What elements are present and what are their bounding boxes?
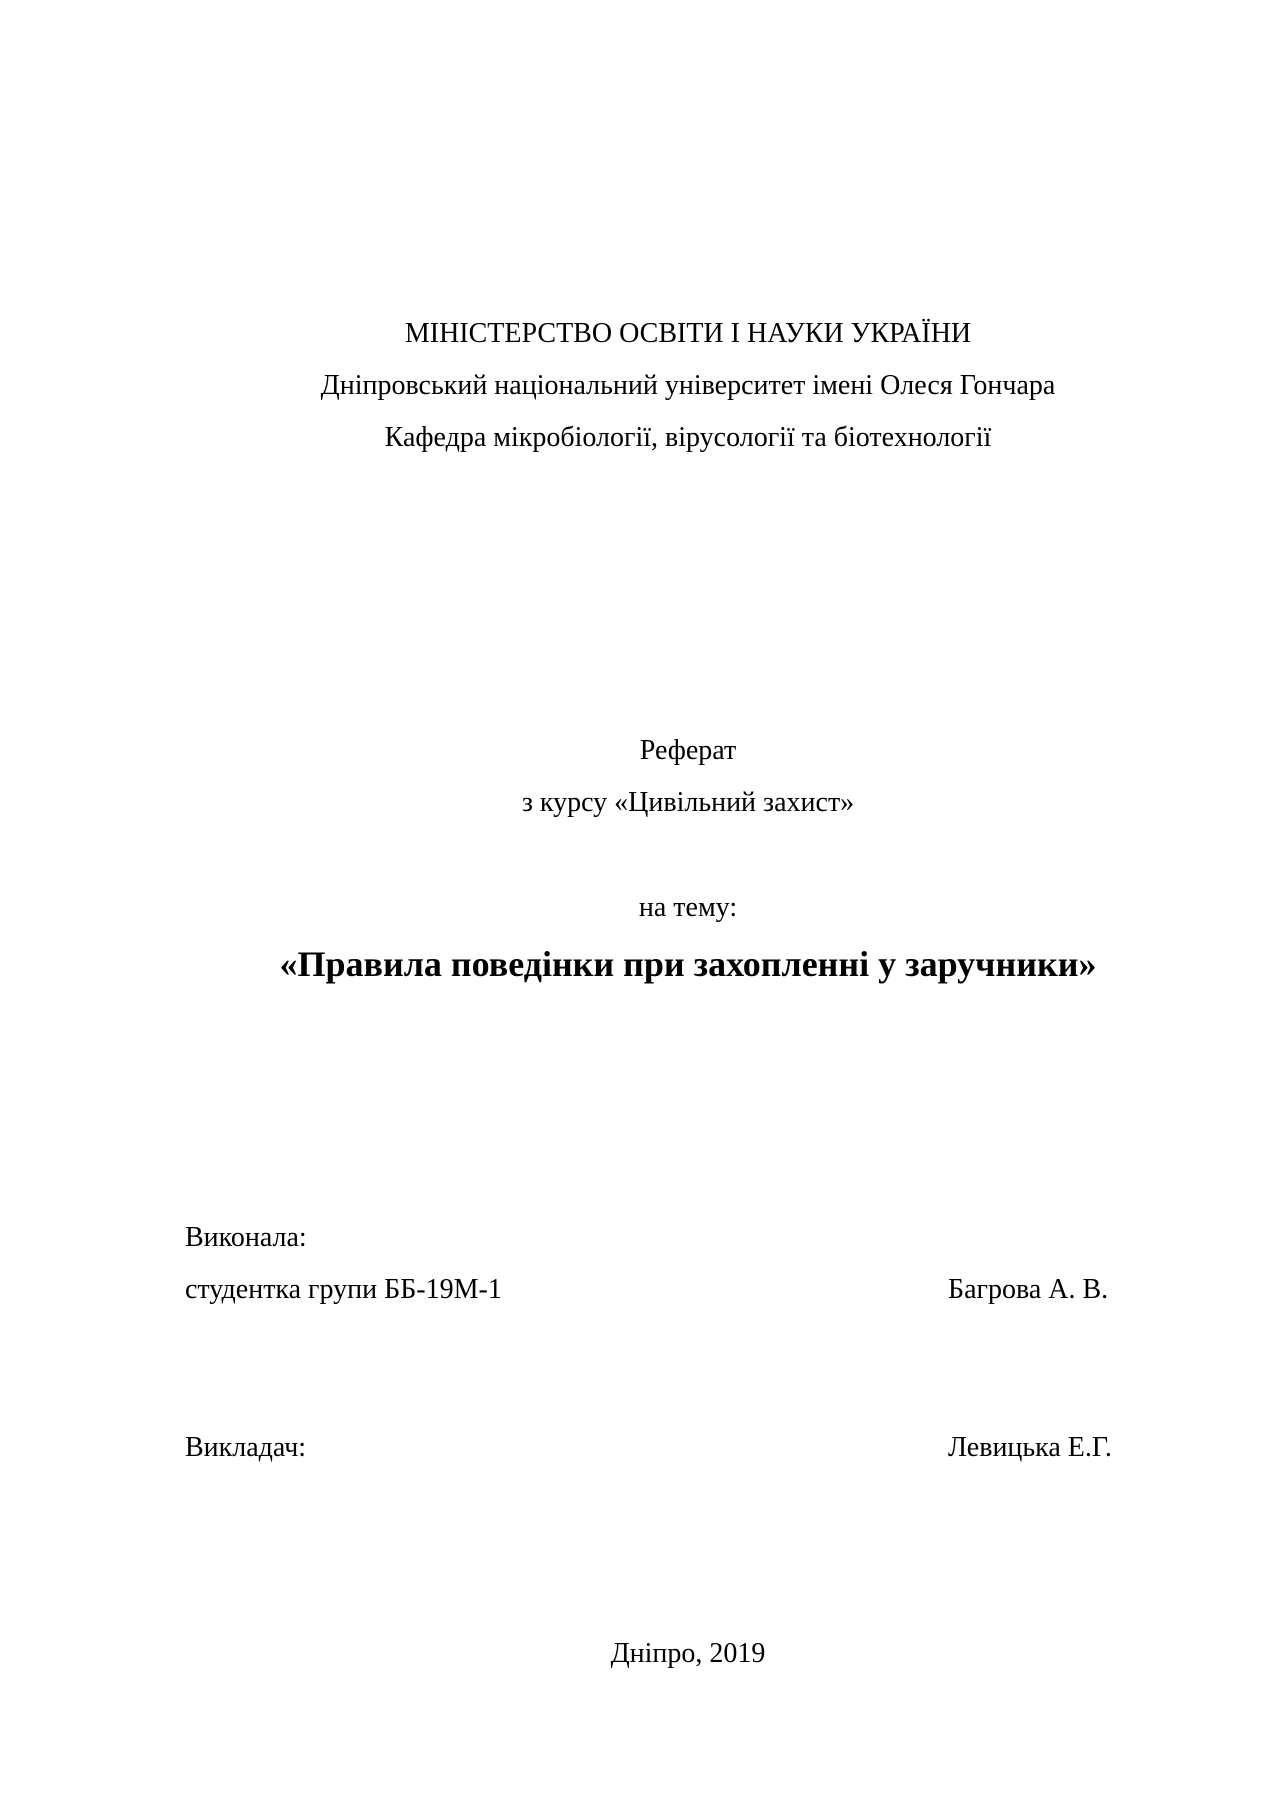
- theme-label: на тему:: [638, 892, 738, 923]
- performed-by-label: Виконала:: [185, 1222, 307, 1253]
- student-group: студентка групи ББ-19М-1: [185, 1274, 502, 1305]
- university-name: Дніпровський національний університет імені Олеся Гончара: [320, 370, 1056, 401]
- ministry-heading: МІНІСТЕРСТВО ОСВІТИ І НАУКИ УКРАЇНИ: [404, 318, 972, 349]
- teacher-label: Викладач:: [185, 1432, 307, 1463]
- department-name: Кафедра мікробіології, вірусології та біотехнології: [384, 422, 992, 453]
- student-name: Багрова А. В.: [948, 1274, 1109, 1305]
- document-type: Реферат: [639, 735, 737, 766]
- document-title: «Правила поведінки при захопленні у заручники»: [279, 944, 1097, 984]
- course-line: з курсу «Цивільний захист»: [521, 787, 855, 818]
- city-year: Дніпро, 2019: [610, 1638, 766, 1669]
- teacher-name: Левицька Е.Г.: [948, 1432, 1112, 1463]
